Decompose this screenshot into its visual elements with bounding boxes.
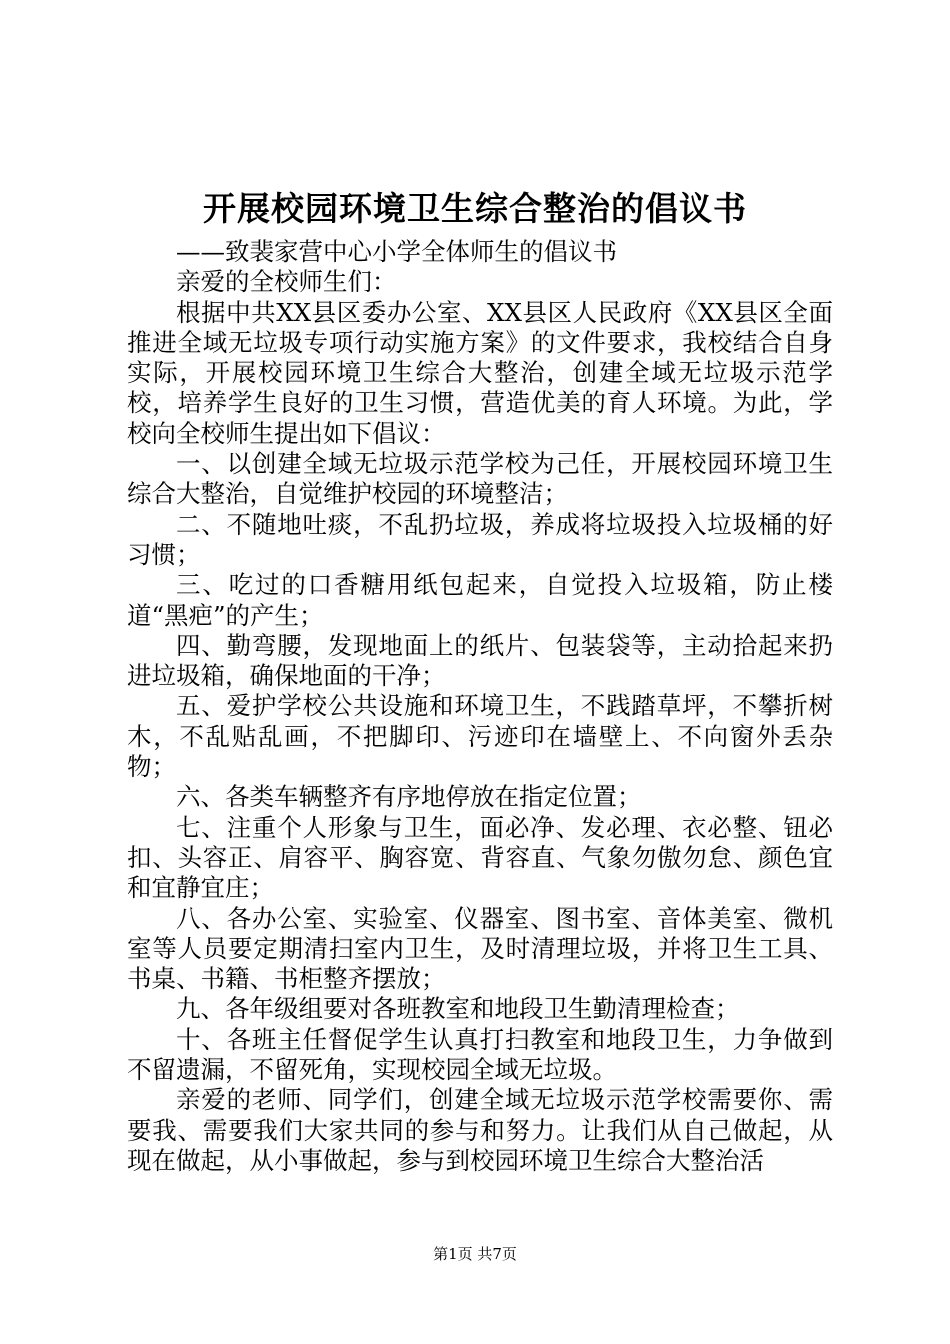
paragraph: 十、各班主任督促学生认真打扫教室和地段卫生，力争做到不留遗漏，不留死角，实现校园全域无垃圾。 bbox=[127, 1024, 833, 1085]
paragraph: 二、不随地吐痰，不乱扔垃圾，养成将垃圾投入垃圾桶的好习惯； bbox=[127, 509, 833, 569]
paragraph: 三、吃过的口香糖用纸包起来，自觉投入垃圾箱，防止楼道“黑疤”的产生； bbox=[127, 570, 833, 630]
paragraph: 四、勤弯腰，发现地面上的纸片、包装袋等，主动拾起来扔进垃圾箱，确保地面的干净； bbox=[127, 630, 833, 691]
salutation: 亲爱的全校师生们： bbox=[176, 267, 397, 297]
paragraph: 五、爱护学校公共设施和环境卫生，不践踏草坪，不攀折树木，不乱贴乱画，不把脚印、污迹印在墙壁上、不向窗外丢杂物； bbox=[127, 691, 833, 782]
paragraph: 七、注重个人形象与卫生，面必净、发必理、衣必整、钮必扣、头容正、肩容平、胸容宽、背容直、气象勿傲勿怠、颜色宜和宜静宜庄； bbox=[127, 812, 833, 903]
paragraph: 亲爱的老师、同学们，创建全域无垃圾示范学校需要你、需要我、需要我们大家共同的参与和努力。让我们从自己做起，从现在做起，从小事做起，参与到校园环境卫生综合大整治活 bbox=[127, 1085, 833, 1175]
paragraph: 六、各类车辆整齐有序地停放在指定位置； bbox=[176, 782, 642, 812]
page-footer: 第1页 共7页 bbox=[433, 1245, 517, 1263]
document-title: 开展校园环境卫生综合整治的倡议书 bbox=[203, 189, 747, 228]
paragraph: 一、以创建全域无垃圾示范学校为己任，开展校园环境卫生综合大整治，自觉维护校园的环境整洁； bbox=[127, 449, 833, 509]
paragraph: 九、各年级组要对各班教室和地段卫生勤清理检查； bbox=[176, 994, 740, 1024]
paragraph: 根据中共XX县区委办公室、XX县区人民政府《XX县区全面推进全域无垃圾专项行动实施方案》的文件要求，我校结合自身实际，开展校园环境卫生综合大整治，创建全域无垃圾示范学校，培养学生良好的卫生习惯，营造优美的育人环境。为此，学校向全校师生提出如下倡议： bbox=[127, 297, 833, 448]
subtitle: ——致裴家营中心小学全体师生的倡议书 bbox=[176, 237, 617, 266]
paragraph: 八、各办公室、实验室、仪器室、图书室、音体美室、微机室等人员要定期清扫室内卫生，及时清理垃圾，并将卫生工具、书桌、书籍、书柜整齐摆放； bbox=[127, 903, 833, 994]
document-body bbox=[127, 237, 833, 1176]
